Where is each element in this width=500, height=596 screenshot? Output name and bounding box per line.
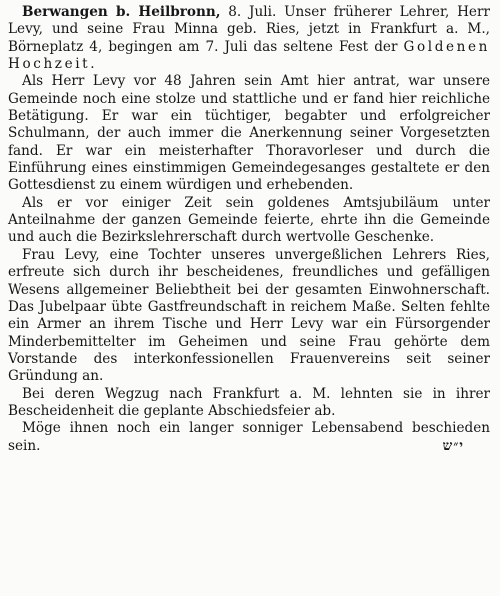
- paragraph-6-text: Möge ihnen noch ein langer sonniger Lebensabend beschieden sein.: [8, 420, 490, 454]
- article-date: 8. Juli.: [228, 4, 277, 20]
- article-paragraph-1: [8, 4, 490, 73]
- dateline: Berwangen b. Heilbronn,: [22, 4, 221, 20]
- author-signature: י״ש: [442, 437, 464, 454]
- paragraph-1-text: Unser früherer Lehrer, Herr Levy, und seine Frau Minna geb. Ries, jetzt in Frankfurt a. M., Börneplatz 4, begingen am 7. Juli das seltene Fest der: [8, 4, 490, 55]
- golden-wedding-phrase: Goldenen Hochzeit.: [8, 38, 491, 73]
- article-paragraph-6: [8, 420, 490, 455]
- article-paragraph-2: Als Herr Levy vor 48 Jahren sein Amt hier antrat, war unsere Gemeinde noch eine stolze und stattliche und er fand hier reichliche Betätigung. Er war ein tüchtiger, begabter und erfolgreicher Schulmann, der auch immer die Anerkennung seiner Vorgesetzten fand. Er war ein meisterhafter Thoravorleser und durch die Einführung eines einstimmigen Gemeindegesanges gestaltete er den Gottesdienst zu einem würdigen und erhebenden.: [8, 73, 490, 194]
- article-paragraph-3: Als er vor einiger Zeit sein goldenes Amtsjubiläum unter Anteilnahme der ganzen Gemeinde feierte, ehrte ihn die Gemeinde und auch die Bezirkslehrerschaft durch wertvolle Geschenke.: [8, 194, 490, 246]
- article-paragraph-5: Bei deren Wegzug nach Frankfurt a. M. lehnten sie in ihrer Bescheidenheit die geplante Abschiedsfeier ab.: [8, 385, 490, 419]
- article-paragraph-4: Frau Levy, eine Tochter unseres unvergeßlichen Lehrers Ries, erfreute sich durch ihr bescheidenes, freundliches und gefälligen Wesens allgemeiner Beliebtheit bei der gesamten Einwohnerschaft. Das Jubelpaar übte Gastfreundschaft in reichem Maße. Selten fehlte ein Armer an ihrem Tische und Herr Levy war ein Fürsorgender Minderbemittelter im Geheimen und seine Frau gehörte dem Vorstande des interkonfessionellen Frauenvereins seit seiner Gründung an.: [8, 246, 490, 385]
